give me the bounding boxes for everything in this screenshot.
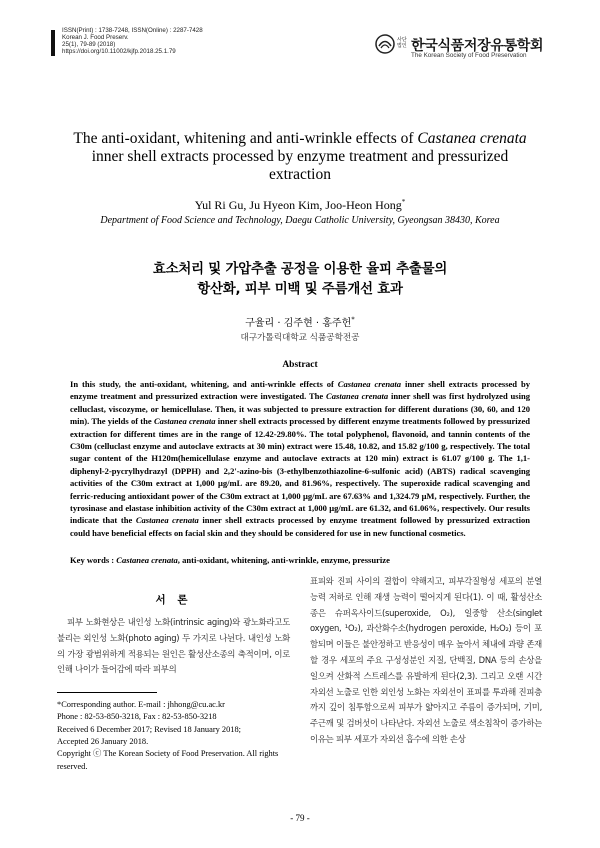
society-name-ko: 한국식품저장유통학회 (411, 38, 544, 54)
left-column (57, 574, 290, 773)
abstract-heading: Abstract (282, 360, 318, 370)
keywords: Key words : Castanea crenata, anti-oxidant, whitening, anti-wrinkle, enzyme, pressurize (70, 555, 390, 565)
society-logo (375, 34, 565, 60)
footnote-divider (57, 692, 157, 693)
title-english: The anti-oxidant, whitening and anti-wrinkle effects of Castanea crenata inner shell extracts processed by enzyme treatment and pressurized extraction (73, 130, 527, 183)
doi-link[interactable]: https://doi.org/10.11002/kjfp.2018.25.1.79 (62, 47, 176, 55)
society-emblem-icon (375, 34, 395, 54)
affiliation-korean: 대구가톨릭대학교 식품공학전공 (240, 333, 360, 343)
header-bar (51, 30, 55, 56)
abstract-text: In this study, the anti-oxidant, whitening, and anti-wrinkle effects of Castanea crenata inner shell extracts processed by enzyme treatment and pressurized extraction were investigated. The Castanea crenata inner shell was first hydrolyzed using celluclast, viscozyme, or hemicellulase. Then, it was subjected to pressure extraction for different durations (30, 60, and 120 min). The yields of the Castanea crenata inner shell extracts processed by different enzyme treatments followed by pressurized extraction for different times are in the range of 12.42-29.80%. The total polyphenol, flavonoid, and tannin contents of the C30m (celluclast enzyme and autoclave extracts at 30 min) extract were 15.48, 10.82, and 15.82 g/100 g, respectively. The total sugar content of the H120m(hemicellulase enzyme and autoclave extracts at 120 min) extract is 61.07 g/100 g. The 1,1-diphenyl-2-pycrylhydrazyl (DPPH) and 2,2'-azino-bis (3-ethylbenzothiazoline-6-sulfonic acid) (ABTS) radical scavenging activities of the C30m extract at 1,000 μg/mL are 89.20, and 81.96%, respectively. The superoxide radical scavenging and ferric-reducing antioxidant power of the C30m extract at 1,000 μg/mL are 67.63% and 1,324.79 μM, respectively. Further, the tyrosinase and elastase inhibition activity of the C30m extract at 1,000 μg/mL are 61.32, and 61.06%, respectively. Our results indicate that the Castanea crenata inner shell extracts processed by enzyme treatment followed by pressurized extraction could have beneficial effects on facial skin and they should be considered for use in new functional cosmetics. (70, 379, 531, 538)
authors-korean: 구율리 · 김주현 · 홍주헌* (245, 315, 355, 329)
corresponding-author: *Corresponding author. E-mail : jhhong@cu.ac.kr (57, 700, 225, 710)
journal-volume: 25(1), 79-89 (2018) (62, 40, 116, 48)
intro-paragraph-left: 피부 노화현상은 내인성 노화(intrinsic aging)와 광노화라고도 불리는 외인성 노화(photo aging) 두 가지로 나뉜다. 내인성 노화의 가장 광범위하게 적용되는 원인은 활성산소종의 축적이며, 이로 인해 나이가 들어감에 따라 피부의 (57, 617, 290, 675)
society-name-en: The Korean Society of Food Preservation (411, 52, 527, 59)
authors-english: Yul Ri Gu, Ju Hyeon Kim, Joo-Heon Hong* (194, 198, 406, 212)
affiliation-english: Department of Food Science and Technology, Daegu Catholic University, Gyeongsan 38430, Korea (100, 215, 500, 226)
section-heading-introduction: 서 론 (155, 594, 192, 606)
received-date: Received 6 December 2017; Revised 18 January 2018; (57, 724, 241, 734)
issn: ISSN(Print) : 1738-7248, ISSN(Online) : 2287-7428 (62, 27, 203, 34)
page-number: - 79 - (290, 813, 310, 823)
copyright: Copyright ⓒ The Korean Society of Food Preservation. All rights reserved. (57, 749, 279, 771)
title-korean: 효소처리 및 가압추출 공정을 이용한 율피 추출물의 항산화, 피부 미백 및 주름개선 효과 (152, 262, 448, 297)
right-column (310, 574, 542, 748)
accepted-date: Accepted 26 January 2018. (57, 737, 149, 747)
footnote (57, 699, 290, 773)
intro-paragraph-right: 표피와 진피 사이의 결합이 약해지고, 피부각질형성 세포의 분열 능력 저하로 인해 재생 능력이 떨어지게 된다(1). 이 때, 활성산소종은 슈퍼옥사이드(superoxide, O₂), 일중항 산소(singlet oxygen, ¹O₂), 과산화수소(hydrogen peroxide, H₂O₂) 등이 포함되며 이들은 불안정하고 반응성이 매우 높아서 체내에 과량 존재할 경우 세포의 주요 구성성분인 지질, 단백질, DNA 등의 손상을 일으켜 산화적 스트레스를 유발하게 된다(2,3). 그리고 오랜 시간 자외선 노출로 인한 외인성 노화는 자외선이 표피를 투과해 진피층까지 깊이 침투함으로써 피부가 얇아지고 주름이 증가되며, 기미, 주근깨 및 검버섯이 나타난다. 자외선 노출로 색소침착이 증가하는 이유는 피부 세포가 자외선 흡수에 의한 손상 (310, 576, 542, 744)
journal-info (62, 28, 203, 56)
journal-name: Korean J. Food Preserv. (62, 33, 129, 41)
contact-phone: Phone : 82-53-850-3218, Fax : 82-53-850-3218 (57, 712, 217, 722)
society-small-label: 사단법인 (397, 37, 407, 49)
